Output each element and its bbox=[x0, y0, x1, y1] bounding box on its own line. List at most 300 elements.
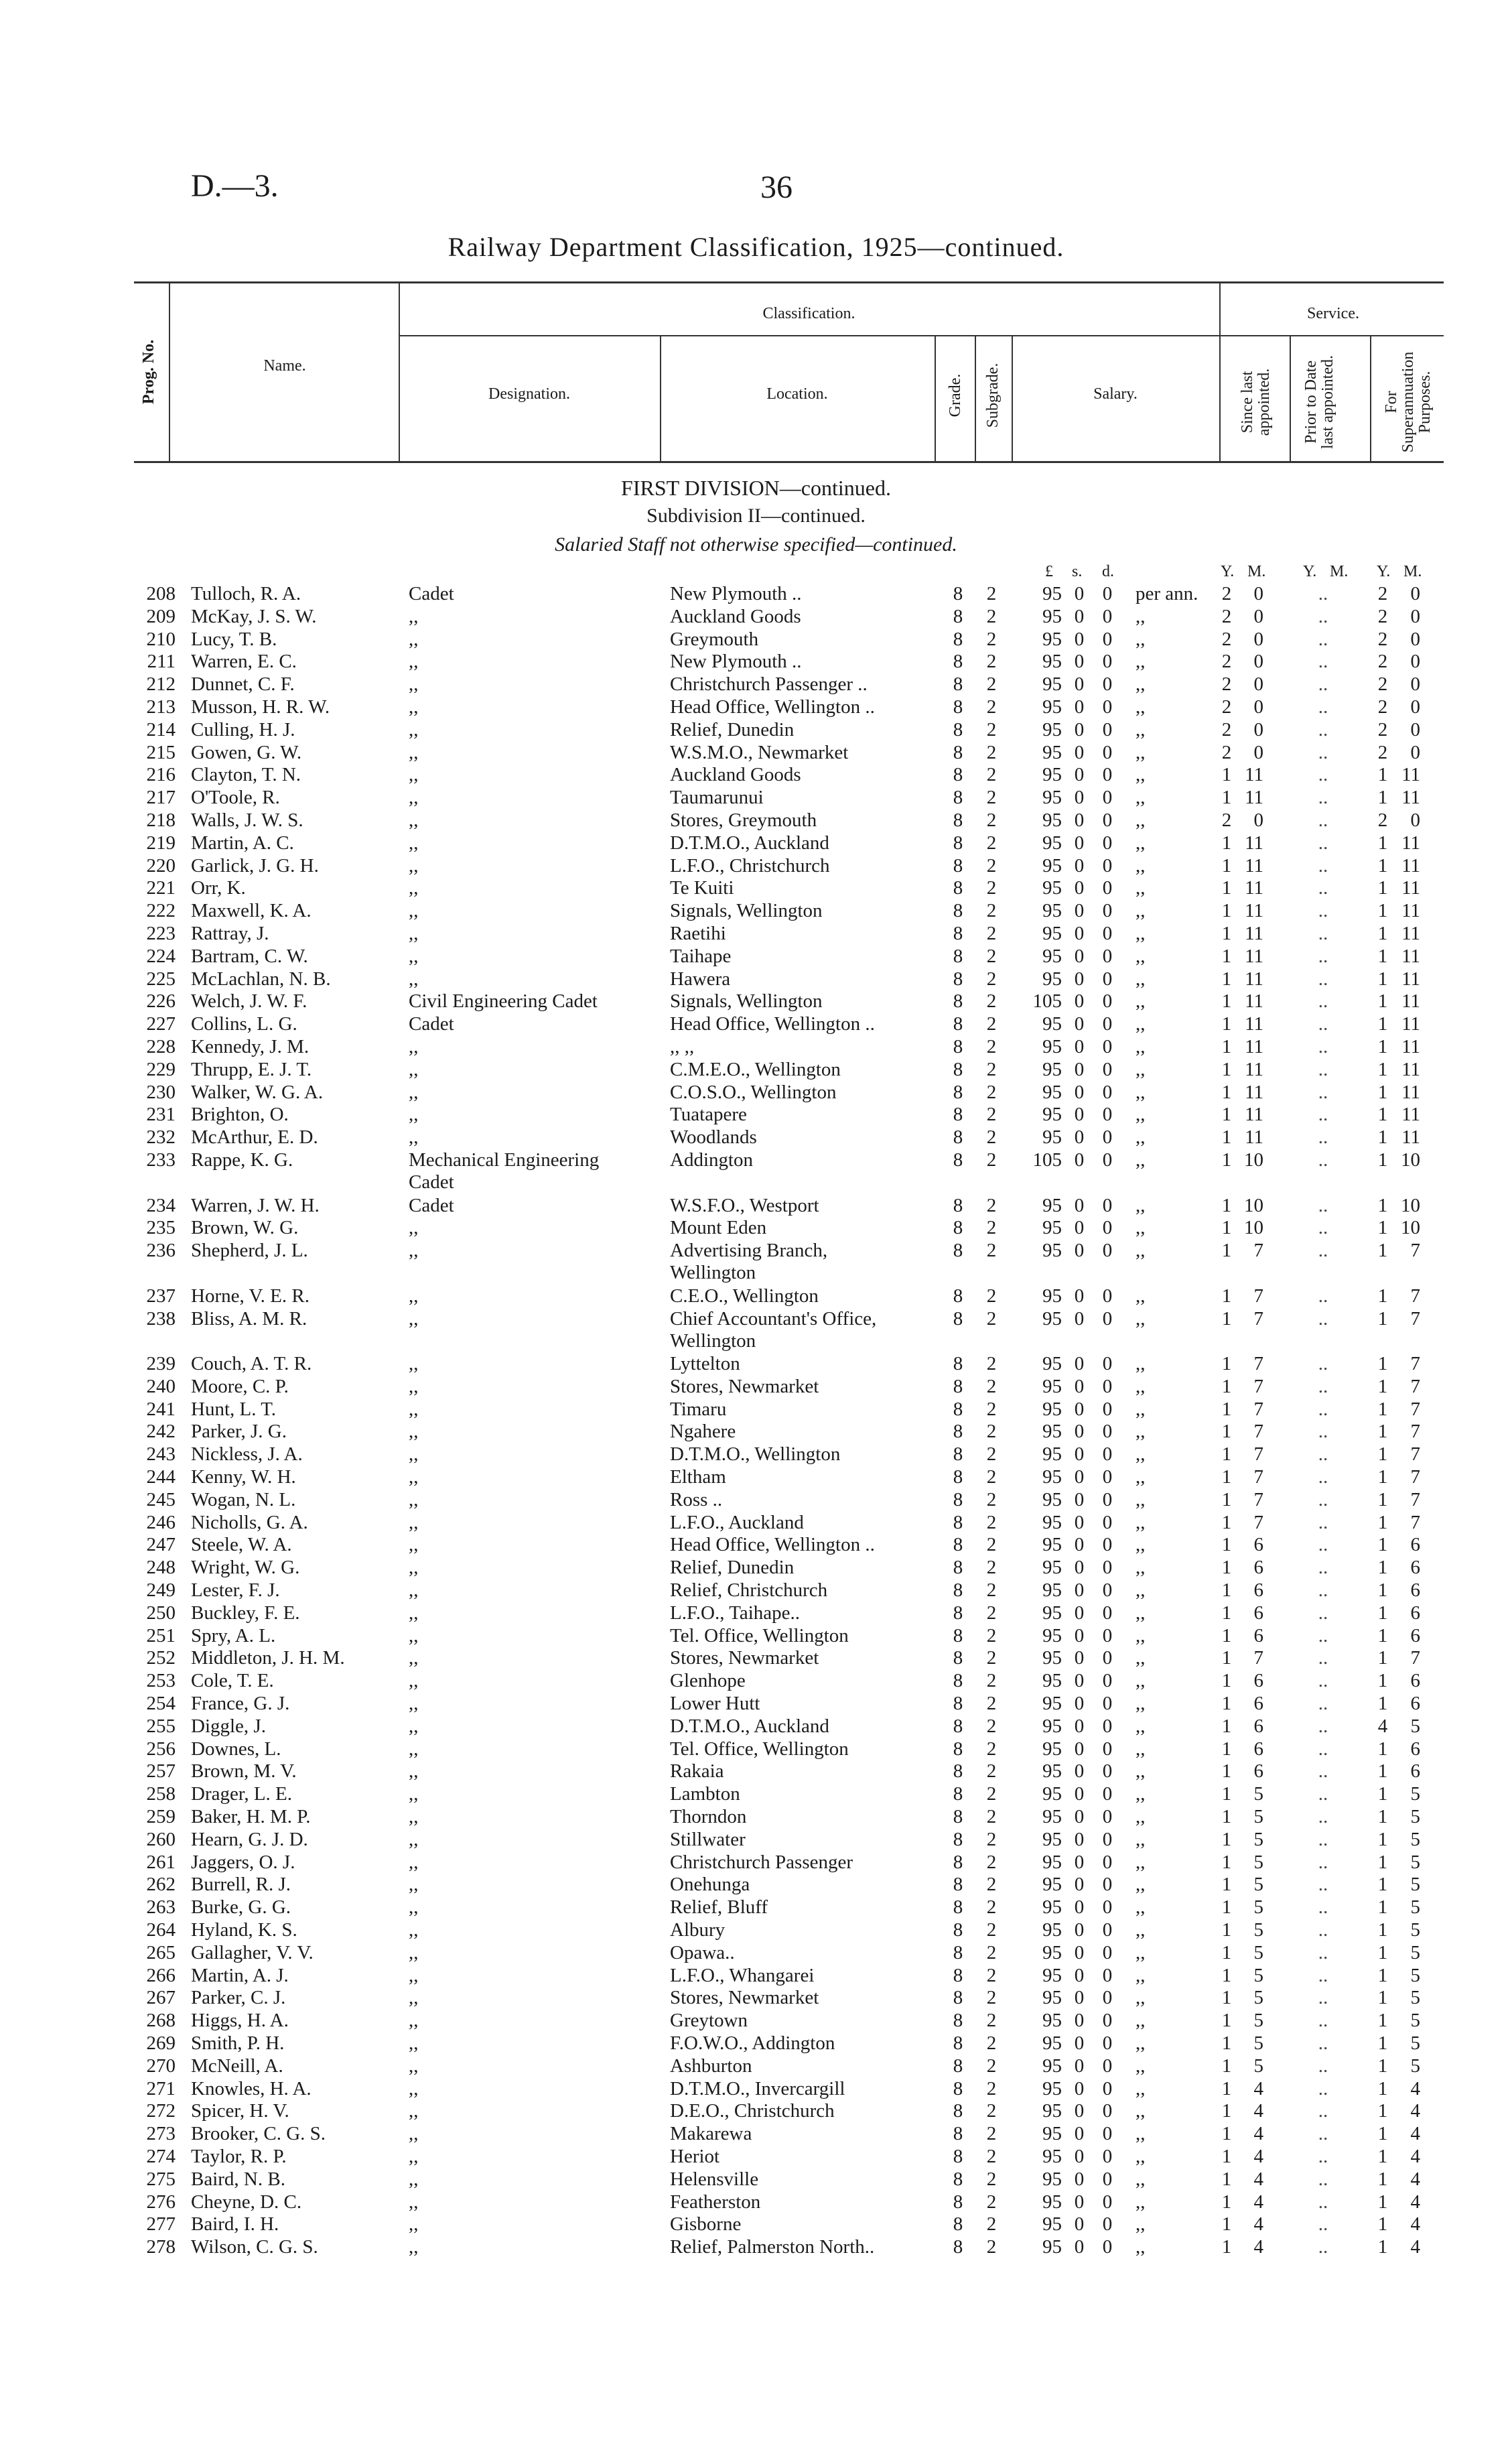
location: Stores, Newmarket bbox=[670, 1375, 819, 1397]
designation: Cadet bbox=[409, 583, 454, 604]
since-months: 6 bbox=[1253, 1624, 1263, 1646]
salary-pounds: 105 bbox=[1032, 1149, 1062, 1171]
designation: ,, bbox=[409, 1602, 419, 1624]
subgrade: 2 bbox=[986, 832, 997, 854]
prog-number: 209 bbox=[146, 605, 176, 627]
salary-pounds: 95 bbox=[1042, 1534, 1062, 1556]
salary-pounds: 95 bbox=[1042, 1557, 1062, 1579]
salary-pence: 0 bbox=[1102, 1488, 1113, 1510]
table-row bbox=[0, 855, 1512, 878]
salary-period: ,, bbox=[1136, 1488, 1146, 1510]
super-years: 1 bbox=[1377, 1285, 1388, 1307]
since-years: 1 bbox=[1221, 990, 1232, 1013]
prog-number: 212 bbox=[146, 673, 176, 696]
salary-shillings: 0 bbox=[1074, 1896, 1085, 1919]
salary-period: ,, bbox=[1136, 1987, 1146, 2009]
super-years: 1 bbox=[1377, 1896, 1388, 1919]
location: Addington bbox=[670, 1149, 754, 1171]
super-months: 5 bbox=[1410, 1987, 1420, 2009]
table-row bbox=[0, 1036, 1512, 1059]
prior-service: .. bbox=[1318, 2191, 1328, 2213]
prog-number: 222 bbox=[146, 900, 176, 922]
since-years: 1 bbox=[1221, 1013, 1232, 1035]
since-months: 6 bbox=[1253, 1579, 1263, 1602]
salary-pence: 0 bbox=[1102, 2010, 1113, 2032]
col-divider bbox=[975, 335, 976, 461]
prog-number: 262 bbox=[146, 1874, 176, 1896]
subgrade: 2 bbox=[986, 696, 997, 718]
grade: 8 bbox=[953, 1806, 963, 1828]
salary-pounds: 95 bbox=[1042, 1851, 1062, 1873]
salary-pounds: 95 bbox=[1042, 2236, 1062, 2258]
since-years: 2 bbox=[1221, 696, 1232, 718]
since-months: 11 bbox=[1245, 945, 1263, 967]
salary-pence: 0 bbox=[1102, 1806, 1113, 1828]
subgrade: 2 bbox=[986, 2077, 997, 2099]
prior-service: .. bbox=[1318, 1670, 1328, 1692]
subgrade: 2 bbox=[986, 1511, 997, 1533]
prog-number: 263 bbox=[146, 1896, 176, 1919]
since-months: 11 bbox=[1245, 787, 1263, 809]
prog-number: 252 bbox=[146, 1647, 176, 1669]
since-months: 6 bbox=[1253, 1602, 1263, 1624]
subgrade: 2 bbox=[986, 787, 997, 809]
subgrade: 2 bbox=[986, 1104, 997, 1126]
super-years: 1 bbox=[1377, 945, 1388, 967]
super-years: 1 bbox=[1377, 1035, 1388, 1057]
super-months: 11 bbox=[1401, 877, 1420, 899]
prog-number: 223 bbox=[146, 922, 176, 944]
super-years: 1 bbox=[1377, 1511, 1388, 1533]
prior-service: .. bbox=[1318, 1602, 1328, 1624]
super-months: 7 bbox=[1410, 1443, 1420, 1466]
salary-shillings: 0 bbox=[1074, 2010, 1085, 2032]
col-location: Location. bbox=[766, 385, 828, 403]
designation: ,, bbox=[409, 764, 419, 786]
staff-name: Parker, J. G. bbox=[191, 1421, 287, 1443]
salary-shillings: 0 bbox=[1074, 877, 1085, 899]
table-row bbox=[0, 1625, 1512, 1648]
grade: 8 bbox=[953, 1013, 963, 1035]
salary-pence: 0 bbox=[1102, 1035, 1113, 1057]
salary-period: ,, bbox=[1136, 651, 1146, 673]
prior-service: .. bbox=[1318, 990, 1328, 1013]
salary-shillings: 0 bbox=[1074, 968, 1085, 990]
salary-pence: 0 bbox=[1102, 1670, 1113, 1692]
since-years: 1 bbox=[1221, 1353, 1232, 1375]
designation: ,, bbox=[409, 696, 419, 718]
subgrade: 2 bbox=[986, 1602, 997, 1624]
salary-shillings: 0 bbox=[1074, 651, 1085, 673]
salary-period: ,, bbox=[1136, 1353, 1146, 1375]
since-months: 5 bbox=[1253, 1896, 1263, 1919]
prior-service: .. bbox=[1318, 1058, 1328, 1080]
salary-pounds: 95 bbox=[1042, 2168, 1062, 2190]
staff-name: Moore, C. P. bbox=[191, 1375, 289, 1397]
grade: 8 bbox=[953, 1217, 963, 1239]
salary-shillings: 0 bbox=[1074, 2077, 1085, 2099]
grade: 8 bbox=[953, 1602, 963, 1624]
salary-period: ,, bbox=[1136, 1828, 1146, 1850]
salary-period: ,, bbox=[1136, 1715, 1146, 1737]
prior-service: .. bbox=[1318, 741, 1328, 763]
subgrade: 2 bbox=[986, 1693, 997, 1715]
location: New Plymouth .. bbox=[670, 583, 802, 604]
prior-service: .. bbox=[1318, 1557, 1328, 1579]
salary-period: ,, bbox=[1136, 2100, 1146, 2122]
salary-period: ,, bbox=[1136, 1851, 1146, 1873]
since-months: 11 bbox=[1245, 1058, 1263, 1080]
since-months: 7 bbox=[1253, 1353, 1263, 1375]
prior-service: .. bbox=[1318, 718, 1328, 740]
subgrade: 2 bbox=[986, 1579, 997, 1602]
staff-name: Wright, W. G. bbox=[191, 1557, 300, 1579]
grade: 8 bbox=[953, 832, 963, 854]
salary-pounds: 95 bbox=[1042, 1828, 1062, 1850]
staff-name: Martin, A. C. bbox=[191, 832, 294, 854]
location: Lambton bbox=[670, 1783, 740, 1805]
grade: 8 bbox=[953, 673, 963, 696]
since-months: 7 bbox=[1253, 1511, 1263, 1533]
salary-period: ,, bbox=[1136, 673, 1146, 696]
salary-period: ,, bbox=[1136, 832, 1146, 854]
table-row bbox=[0, 1013, 1512, 1036]
location: New Plymouth .. bbox=[670, 651, 802, 673]
location: Rakaia bbox=[670, 1760, 724, 1783]
prior-service: .. bbox=[1318, 1534, 1328, 1556]
salary-pence: 0 bbox=[1102, 2123, 1113, 2145]
super-years: 1 bbox=[1377, 1149, 1388, 1171]
salary-period: ,, bbox=[1136, 741, 1146, 763]
page-title: Railway Department Classification, 1925—continued. bbox=[448, 232, 1064, 262]
table-row bbox=[0, 1579, 1512, 1602]
table-row bbox=[0, 1512, 1512, 1535]
salary-period: ,, bbox=[1136, 945, 1146, 967]
subgrade: 2 bbox=[986, 1285, 997, 1307]
grade: 8 bbox=[953, 2100, 963, 2122]
super-years: 2 bbox=[1377, 605, 1388, 627]
salary-pence: 0 bbox=[1102, 1534, 1113, 1556]
unit-year: Y. bbox=[1303, 563, 1317, 580]
salary-shillings: 0 bbox=[1074, 787, 1085, 809]
table-row bbox=[0, 1738, 1512, 1761]
salary-pounds: 95 bbox=[1042, 1579, 1062, 1602]
grade: 8 bbox=[953, 1488, 963, 1510]
salary-shillings: 0 bbox=[1074, 1624, 1085, 1646]
since-months: 7 bbox=[1253, 1421, 1263, 1443]
subgrade: 2 bbox=[986, 1375, 997, 1397]
prog-number: 272 bbox=[146, 2100, 176, 2122]
since-months: 5 bbox=[1253, 1874, 1263, 1896]
super-years: 1 bbox=[1377, 1534, 1388, 1556]
document-reference: D.—3. bbox=[191, 168, 279, 204]
designation: Mechanical Engineering Cadet bbox=[409, 1149, 600, 1193]
designation: ,, bbox=[409, 2077, 419, 2099]
since-months: 11 bbox=[1245, 1104, 1263, 1126]
salary-shillings: 0 bbox=[1074, 1647, 1085, 1669]
grade: 8 bbox=[953, 1760, 963, 1783]
super-months: 0 bbox=[1410, 741, 1420, 763]
grade: 8 bbox=[953, 1421, 963, 1443]
subgrade: 2 bbox=[986, 2236, 997, 2258]
since-years: 1 bbox=[1221, 1375, 1232, 1397]
salary-pence: 0 bbox=[1102, 968, 1113, 990]
table-row bbox=[0, 1760, 1512, 1783]
super-months: 0 bbox=[1410, 696, 1420, 718]
salary-pence: 0 bbox=[1102, 605, 1113, 627]
super-years: 2 bbox=[1377, 718, 1388, 740]
salary-pence: 0 bbox=[1102, 1104, 1113, 1126]
salary-shillings: 0 bbox=[1074, 1013, 1085, 1035]
staff-name: Wilson, C. G. S. bbox=[191, 2236, 318, 2258]
subgrade: 2 bbox=[986, 1353, 997, 1375]
salary-pence: 0 bbox=[1102, 1285, 1113, 1307]
prior-service: .. bbox=[1318, 1760, 1328, 1783]
salary-pence: 0 bbox=[1102, 2055, 1113, 2077]
table-row bbox=[0, 1285, 1512, 1308]
salary-shillings: 0 bbox=[1074, 1081, 1085, 1103]
salary-shillings: 0 bbox=[1074, 2213, 1085, 2236]
subgrade: 2 bbox=[986, 1647, 997, 1669]
prog-number: 215 bbox=[146, 741, 176, 763]
since-months: 4 bbox=[1253, 2123, 1263, 2145]
designation: ,, bbox=[409, 1443, 419, 1466]
col-superannuation: For Superannuation Purposes. bbox=[1383, 351, 1434, 453]
salary-pence: 0 bbox=[1102, 1398, 1113, 1420]
table-row bbox=[0, 2100, 1512, 2123]
salary-shillings: 0 bbox=[1074, 1398, 1085, 1420]
salary-pence: 0 bbox=[1102, 1013, 1113, 1035]
salary-pounds: 95 bbox=[1042, 1194, 1062, 1216]
subgrade: 2 bbox=[986, 605, 997, 627]
grade: 8 bbox=[953, 764, 963, 786]
since-months: 6 bbox=[1253, 1670, 1263, 1692]
location: Head Office, Wellington .. bbox=[670, 1534, 875, 1556]
designation: ,, bbox=[409, 1058, 419, 1080]
location: L.F.O., Auckland bbox=[670, 1511, 804, 1533]
staff-name: Burke, G. G. bbox=[191, 1896, 291, 1919]
staff-name: Warren, J. W. H. bbox=[191, 1194, 320, 1216]
salary-period: ,, bbox=[1136, 2055, 1146, 2077]
salary-pounds: 95 bbox=[1042, 1760, 1062, 1783]
staff-name: Taylor, R. P. bbox=[191, 2145, 287, 2167]
location: Albury bbox=[670, 1919, 726, 1941]
salary-shillings: 0 bbox=[1074, 628, 1085, 650]
since-years: 1 bbox=[1221, 764, 1232, 786]
salary-period: ,, bbox=[1136, 1194, 1146, 1216]
since-months: 6 bbox=[1253, 1557, 1263, 1579]
table-row bbox=[0, 764, 1512, 787]
col-divider bbox=[660, 335, 661, 461]
subgrade: 2 bbox=[986, 1240, 997, 1262]
salary-pounds: 95 bbox=[1042, 1375, 1062, 1397]
salary-period: ,, bbox=[1136, 605, 1146, 627]
grade: 8 bbox=[953, 1375, 963, 1397]
grade: 8 bbox=[953, 1466, 963, 1488]
location: D.T.M.O., Auckland bbox=[670, 832, 829, 854]
grade: 8 bbox=[953, 1353, 963, 1375]
salary-pence: 0 bbox=[1102, 2077, 1113, 2099]
staff-name: Diggle, J. bbox=[191, 1715, 266, 1737]
designation: ,, bbox=[409, 1579, 419, 1602]
prog-number: 258 bbox=[146, 1783, 176, 1805]
prior-service: .. bbox=[1318, 1828, 1328, 1850]
since-years: 1 bbox=[1221, 1443, 1232, 1466]
designation: ,, bbox=[409, 1466, 419, 1488]
salary-pence: 0 bbox=[1102, 1715, 1113, 1737]
table-row bbox=[0, 1489, 1512, 1512]
since-years: 1 bbox=[1221, 832, 1232, 854]
table-row bbox=[0, 2078, 1512, 2101]
table-row bbox=[0, 946, 1512, 968]
table-row bbox=[0, 1602, 1512, 1625]
since-years: 1 bbox=[1221, 1828, 1232, 1850]
salary-period: ,, bbox=[1136, 1511, 1146, 1533]
since-years: 1 bbox=[1221, 1896, 1232, 1919]
staff-name: Hyland, K. S. bbox=[191, 1919, 297, 1941]
salary-pounds: 95 bbox=[1042, 605, 1062, 627]
header-bottom-rule bbox=[134, 461, 1444, 463]
location: Onehunga bbox=[670, 1874, 750, 1896]
table-row bbox=[0, 2032, 1512, 2055]
col-divider bbox=[1219, 281, 1221, 461]
location: Te Kuiti bbox=[670, 877, 734, 899]
grade: 8 bbox=[953, 922, 963, 944]
salary-pounds: 95 bbox=[1042, 1874, 1062, 1896]
grade: 8 bbox=[953, 696, 963, 718]
prior-service: .. bbox=[1318, 1126, 1328, 1149]
grade: 8 bbox=[953, 2191, 963, 2213]
grade: 8 bbox=[953, 2236, 963, 2258]
salary-pence: 0 bbox=[1102, 2236, 1113, 2258]
staff-name: Martin, A. J. bbox=[191, 1964, 289, 1986]
designation: ,, bbox=[409, 1217, 419, 1239]
prior-service: .. bbox=[1318, 1466, 1328, 1488]
prog-number: 269 bbox=[146, 2032, 176, 2054]
super-years: 1 bbox=[1377, 1421, 1388, 1443]
super-months: 7 bbox=[1410, 1240, 1420, 1262]
salary-pence: 0 bbox=[1102, 1194, 1113, 1216]
designation: ,, bbox=[409, 1375, 419, 1397]
super-months: 6 bbox=[1410, 1760, 1420, 1783]
table-row bbox=[0, 1806, 1512, 1829]
prog-number: 271 bbox=[146, 2077, 176, 2099]
salary-shillings: 0 bbox=[1074, 1058, 1085, 1080]
prior-service: .. bbox=[1318, 2055, 1328, 2077]
salary-shillings: 0 bbox=[1074, 900, 1085, 922]
prior-service: .. bbox=[1318, 1013, 1328, 1035]
salary-pence: 0 bbox=[1102, 741, 1113, 763]
designation: ,, bbox=[409, 718, 419, 740]
salary-period: ,, bbox=[1136, 1466, 1146, 1488]
designation: ,, bbox=[409, 1126, 419, 1149]
since-years: 1 bbox=[1221, 1693, 1232, 1715]
salary-pounds: 95 bbox=[1042, 1443, 1062, 1466]
staff-name: Spicer, H. V. bbox=[191, 2100, 289, 2122]
salary-shillings: 0 bbox=[1074, 2168, 1085, 2190]
subgrade: 2 bbox=[986, 2191, 997, 2213]
salary-period: ,, bbox=[1136, 1307, 1146, 1330]
table-row bbox=[0, 1693, 1512, 1715]
super-months: 4 bbox=[1410, 2077, 1420, 2099]
salary-pounds: 95 bbox=[1042, 764, 1062, 786]
since-years: 2 bbox=[1221, 809, 1232, 831]
since-years: 1 bbox=[1221, 1081, 1232, 1103]
designation: Civil Engineering Cadet bbox=[409, 990, 598, 1013]
prog-number: 240 bbox=[146, 1375, 176, 1397]
salary-period: ,, bbox=[1136, 1557, 1146, 1579]
salary-period: ,, bbox=[1136, 1081, 1146, 1103]
subgrade: 2 bbox=[986, 2055, 997, 2077]
prog-number: 226 bbox=[146, 990, 176, 1013]
since-months: 11 bbox=[1245, 1126, 1263, 1149]
prog-number: 257 bbox=[146, 1760, 176, 1783]
since-years: 1 bbox=[1221, 1874, 1232, 1896]
salary-pounds: 95 bbox=[1042, 1941, 1062, 1963]
super-months: 4 bbox=[1410, 2123, 1420, 2145]
staff-name: Gowen, G. W. bbox=[191, 741, 302, 763]
super-months: 0 bbox=[1410, 651, 1420, 673]
staff-name: Baird, I. H. bbox=[191, 2213, 279, 2236]
subgrade: 2 bbox=[986, 1013, 997, 1035]
location: Advertising Branch, Wellington bbox=[670, 1240, 828, 1284]
prior-service: .. bbox=[1318, 968, 1328, 990]
salary-pence: 0 bbox=[1102, 1941, 1113, 1963]
super-years: 1 bbox=[1377, 1987, 1388, 2009]
grade: 8 bbox=[953, 741, 963, 763]
since-years: 1 bbox=[1221, 1285, 1232, 1307]
location: Relief, Palmerston North.. bbox=[670, 2236, 875, 2258]
salary-pounds: 95 bbox=[1042, 1466, 1062, 1488]
since-months: 11 bbox=[1245, 968, 1263, 990]
table-row bbox=[0, 968, 1512, 991]
location: Chief Accountant's Office, Wellington bbox=[670, 1307, 877, 1352]
super-months: 5 bbox=[1410, 1806, 1420, 1828]
super-years: 2 bbox=[1377, 809, 1388, 831]
since-months: 11 bbox=[1245, 854, 1263, 877]
salary-shillings: 0 bbox=[1074, 1919, 1085, 1941]
salary-pounds: 95 bbox=[1042, 832, 1062, 854]
prior-service: .. bbox=[1318, 877, 1328, 899]
salary-shillings: 0 bbox=[1074, 1760, 1085, 1783]
designation: ,, bbox=[409, 2010, 419, 2032]
salary-pence: 0 bbox=[1102, 877, 1113, 899]
prog-number: 229 bbox=[146, 1058, 176, 1080]
salary-shillings: 0 bbox=[1074, 2145, 1085, 2167]
table-row bbox=[0, 1647, 1512, 1670]
designation: ,, bbox=[409, 1670, 419, 1692]
super-months: 7 bbox=[1410, 1647, 1420, 1669]
prior-service: .. bbox=[1318, 605, 1328, 627]
since-years: 1 bbox=[1221, 2010, 1232, 2032]
staff-name: Musson, H. R. W. bbox=[191, 696, 330, 718]
salary-period: ,, bbox=[1136, 628, 1146, 650]
grade: 8 bbox=[953, 900, 963, 922]
table-row bbox=[0, 629, 1512, 651]
table-row bbox=[0, 1557, 1512, 1579]
super-years: 1 bbox=[1377, 1693, 1388, 1715]
prog-number: 247 bbox=[146, 1534, 176, 1556]
unit-pound: £ bbox=[1045, 563, 1053, 580]
prior-service: .. bbox=[1318, 1443, 1328, 1466]
salary-shillings: 0 bbox=[1074, 1964, 1085, 1986]
salary-pence: 0 bbox=[1102, 1353, 1113, 1375]
salary-period: ,, bbox=[1136, 1058, 1146, 1080]
salary-period: ,, bbox=[1136, 1693, 1146, 1715]
super-years: 1 bbox=[1377, 2077, 1388, 2099]
since-months: 5 bbox=[1253, 1851, 1263, 1873]
super-years: 1 bbox=[1377, 1919, 1388, 1941]
